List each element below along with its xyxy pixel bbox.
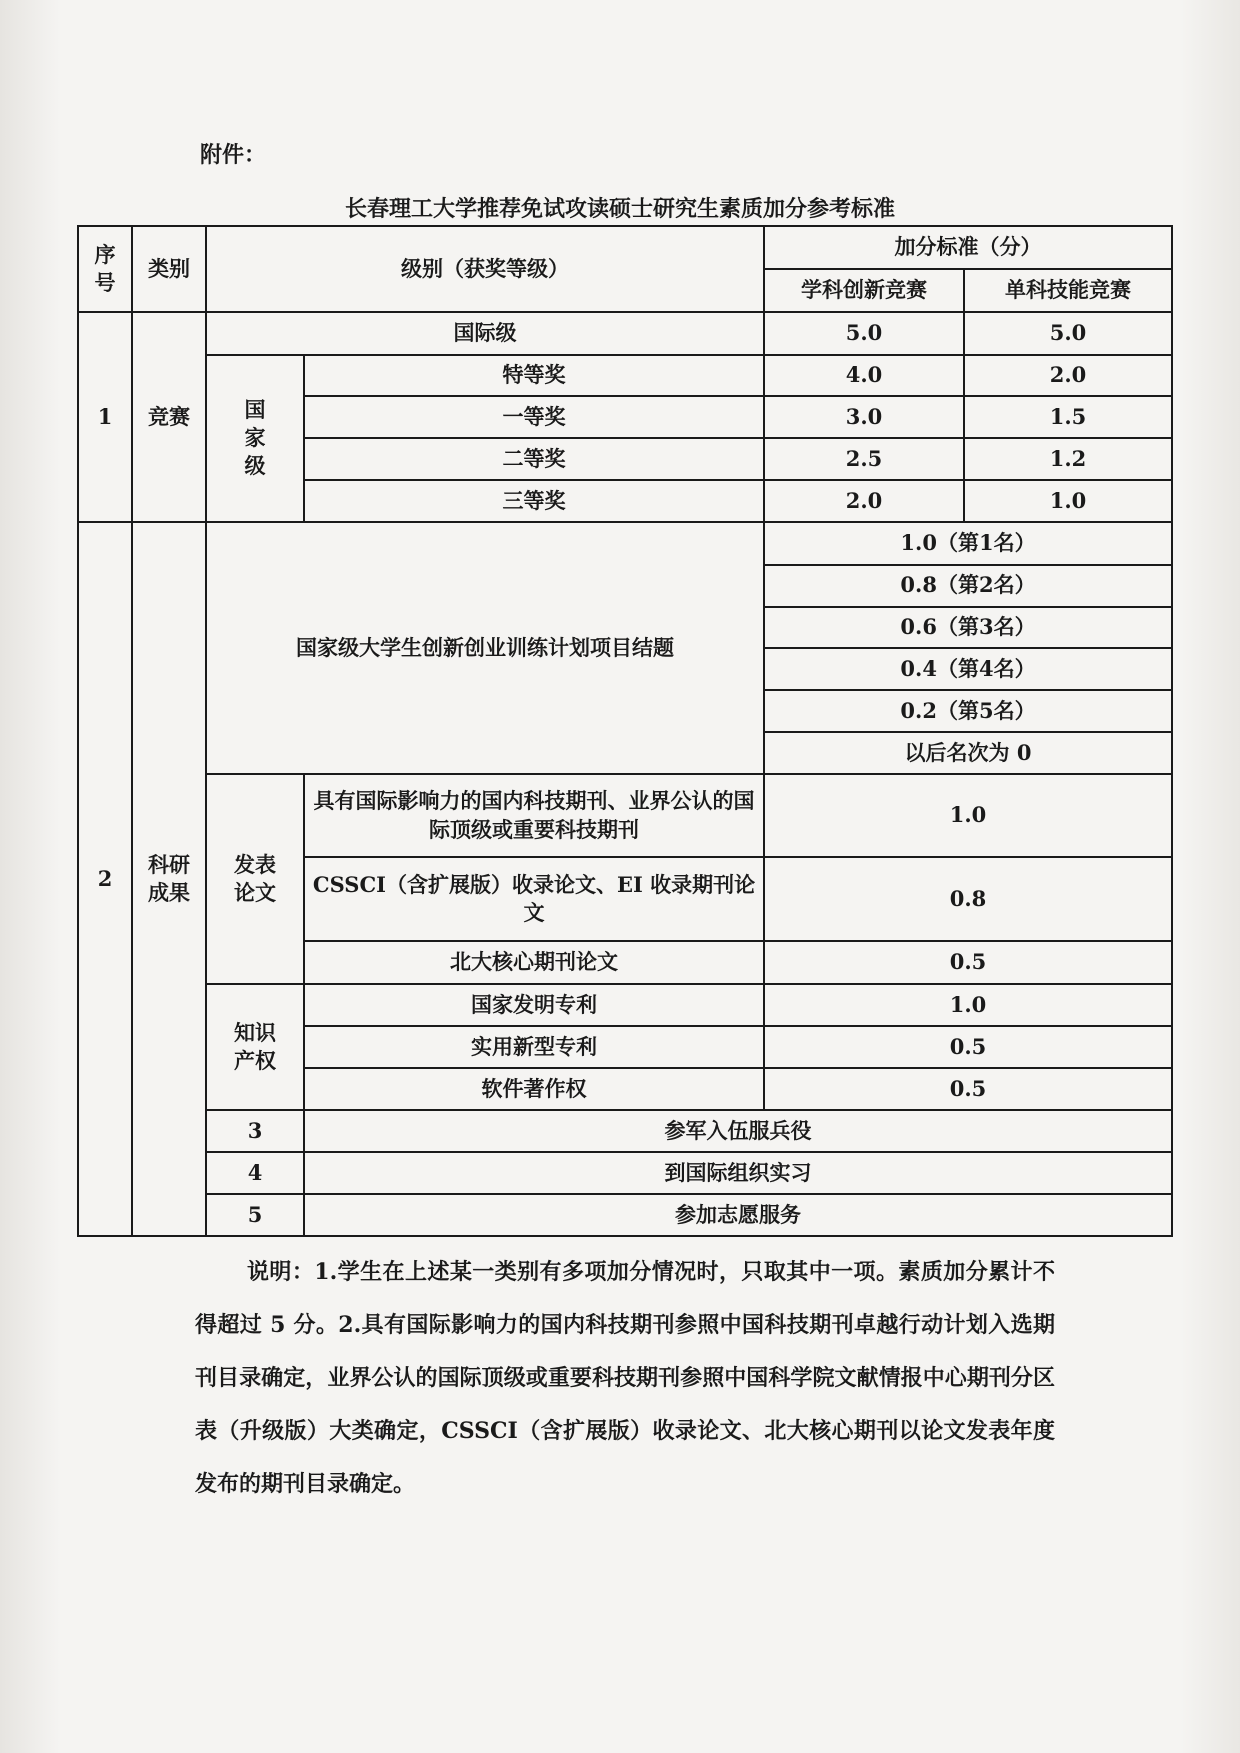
cell-score: 0.4（第4名） bbox=[764, 648, 1172, 690]
cell-score: 0.8（第2名） bbox=[764, 565, 1172, 607]
header-level: 级别（获奖等级） bbox=[206, 226, 764, 312]
score-standard-table bbox=[77, 225, 1173, 1237]
cell-score: 0.5 bbox=[764, 941, 1172, 984]
header-skill: 单科技能竞赛 bbox=[964, 269, 1172, 312]
table-row bbox=[78, 522, 1172, 565]
header-category: 类别 bbox=[132, 226, 206, 312]
cell-score-innovation: 2.0 bbox=[764, 480, 964, 522]
cell-level: 到国际组织实习 bbox=[304, 1152, 1172, 1194]
cell-score: 0.8 bbox=[764, 857, 1172, 941]
cell-score-skill: 2.0 bbox=[964, 355, 1172, 397]
table-row bbox=[78, 1194, 1172, 1236]
cell-score-innovation: 3.0 bbox=[764, 396, 964, 438]
header-innovation: 学科创新竞赛 bbox=[764, 269, 964, 312]
cell-score-skill: 1.2 bbox=[964, 438, 1172, 480]
cell-level: 国际级 bbox=[206, 312, 764, 355]
cell-score: 以后名次为 0 bbox=[764, 732, 1172, 774]
document-title: 长春理工大学推荐免试攻读硕士研究生素质加分参考标准 bbox=[344, 196, 895, 222]
cell-level: 软件著作权 bbox=[304, 1068, 764, 1111]
cell-level: 国家发明专利 bbox=[304, 984, 764, 1026]
cell-level: 参军入伍服兵役 bbox=[304, 1110, 1172, 1152]
cell-score: 0.5 bbox=[764, 1026, 1172, 1068]
cell-seq: 4 bbox=[206, 1152, 304, 1194]
cell-score-skill: 1.5 bbox=[964, 396, 1172, 438]
cell-level: 参加志愿服务 bbox=[304, 1194, 1172, 1236]
header-seq: 序号 bbox=[78, 226, 132, 312]
header-score-standard: 加分标准（分） bbox=[764, 226, 1172, 269]
table-row bbox=[78, 1110, 1172, 1152]
cell-level: CSSCI（含扩展版）收录论文、EI 收录期刊论文 bbox=[304, 857, 764, 941]
cell-score-innovation: 4.0 bbox=[764, 355, 964, 397]
cell-level: 北大核心期刊论文 bbox=[304, 941, 764, 984]
cell-score-skill: 5.0 bbox=[964, 312, 1172, 355]
cell-subcategory: 知识产权 bbox=[206, 984, 304, 1111]
notes-paragraph: 说明：1.学生在上述某一类别有多项加分情况时，只取其中一项。素质加分累计不得超过 5 分。2.具有国际影响力的国内科技期刊参照中国科技期刊卓越行动计划入选期刊目录确定，业界公认的国际顶级或重要科技期刊参照中国科学院文献情报中心期刊分区表（升级版）大类确定，CSSCI（含扩展版）收录论文、北大核心期刊以论文发表年度发布的期刊目录确定。 bbox=[195, 1259, 1055, 1497]
cell-level: 一等奖 bbox=[304, 396, 764, 438]
cell-seq: 1 bbox=[78, 312, 132, 522]
table-row bbox=[78, 1152, 1172, 1194]
cell-subcategory: 国家级 bbox=[206, 355, 304, 522]
cell-score-innovation: 5.0 bbox=[764, 312, 964, 355]
cell-level: 特等奖 bbox=[304, 355, 764, 397]
attachment-label: 附件： bbox=[200, 142, 267, 168]
cell-score: 1.0 bbox=[764, 774, 1172, 858]
table-row bbox=[78, 774, 1172, 858]
cell-score-innovation: 2.5 bbox=[764, 438, 964, 480]
cell-seq: 2 bbox=[78, 522, 132, 1236]
cell-category: 科研成果 bbox=[132, 522, 206, 1236]
cell-seq: 3 bbox=[206, 1110, 304, 1152]
cell-level: 三等奖 bbox=[304, 480, 764, 522]
cell-level: 具有国际影响力的国内科技期刊、业界公认的国际顶级或重要科技期刊 bbox=[304, 774, 764, 858]
table-row bbox=[78, 312, 1172, 355]
cell-score: 1.0（第1名） bbox=[764, 522, 1172, 565]
cell-level: 实用新型专利 bbox=[304, 1026, 764, 1068]
cell-score: 0.2（第5名） bbox=[764, 690, 1172, 732]
cell-subcategory: 发表论文 bbox=[206, 774, 304, 984]
cell-seq: 5 bbox=[206, 1194, 304, 1236]
cell-category: 竞赛 bbox=[132, 312, 206, 522]
table-row bbox=[78, 984, 1172, 1026]
table-row bbox=[78, 355, 1172, 397]
cell-score: 0.5 bbox=[764, 1068, 1172, 1111]
cell-level: 二等奖 bbox=[304, 438, 764, 480]
cell-score: 0.6（第3名） bbox=[764, 607, 1172, 649]
cell-score: 1.0 bbox=[764, 984, 1172, 1026]
header-row-1 bbox=[78, 226, 1172, 269]
cell-level: 国家级大学生创新创业训练计划项目结题 bbox=[206, 522, 764, 774]
cell-score-skill: 1.0 bbox=[964, 480, 1172, 522]
